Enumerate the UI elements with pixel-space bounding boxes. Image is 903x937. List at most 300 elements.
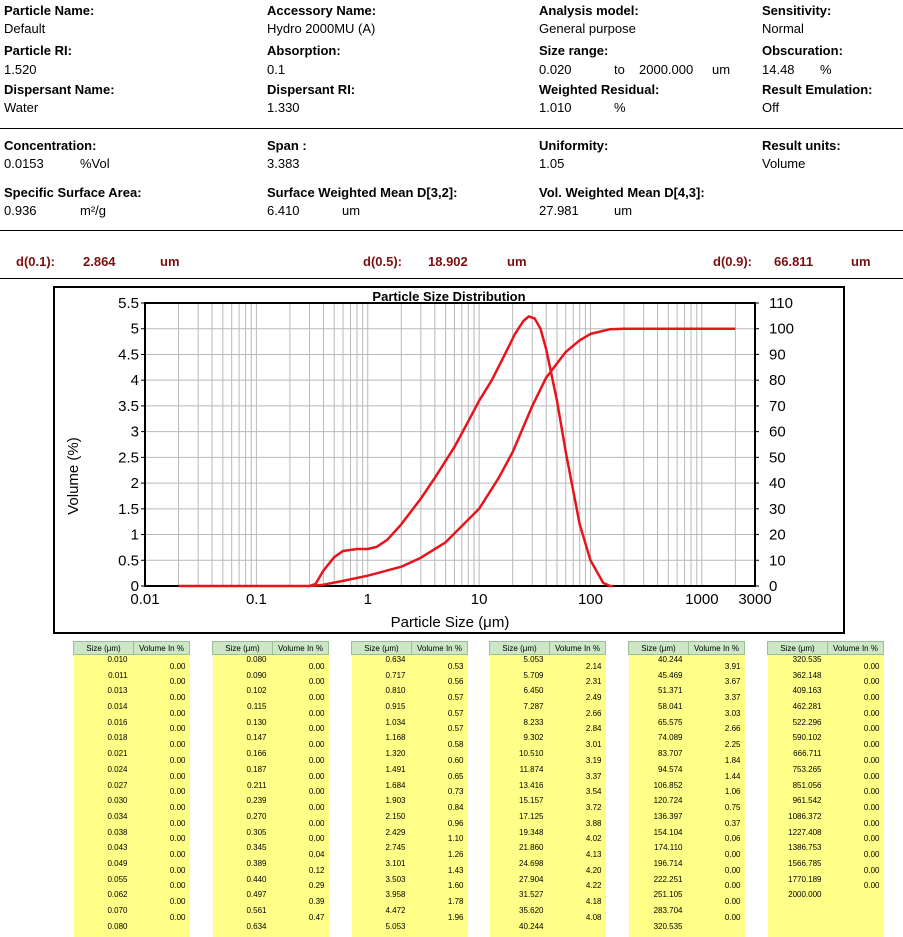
- table-row: [352, 812, 468, 828]
- size-cell: 3.958: [352, 890, 412, 906]
- table-row: [352, 718, 468, 734]
- size-cell: 0.389: [213, 859, 273, 875]
- table-row: [629, 906, 745, 922]
- d50-value: 18.902: [428, 254, 468, 269]
- table-row: [74, 702, 190, 718]
- size-cell: 0.024: [74, 765, 134, 781]
- volume-cell: 2.31: [550, 671, 606, 687]
- volume-cell: 3.03: [689, 702, 745, 718]
- size-cell: 136.397: [629, 812, 689, 828]
- volume-cell: 0.00: [828, 859, 884, 875]
- table-row: [352, 796, 468, 812]
- volume-cell: 0.57: [412, 686, 468, 702]
- volume-cell: 0.00: [828, 686, 884, 702]
- table-row: [352, 859, 468, 875]
- volume-cell: 1.84: [689, 749, 745, 765]
- obscuration-unit: %: [820, 62, 832, 77]
- table-row: [352, 655, 468, 671]
- volume-cell: 1.78: [412, 890, 468, 906]
- volume-cell: 0.00: [273, 765, 329, 781]
- table-row: [490, 890, 606, 906]
- size-cell: 1086.372: [768, 812, 828, 828]
- table-row: [768, 843, 884, 859]
- volume-cell: 3.88: [550, 812, 606, 828]
- volume-cell: 0.00: [828, 733, 884, 749]
- size-header: Size (μm): [74, 642, 134, 655]
- size-cell: 3.503: [352, 875, 412, 891]
- size-cell: 9.302: [490, 733, 550, 749]
- x-tick-label: 100: [577, 591, 604, 608]
- plot-frame: [145, 303, 755, 586]
- size-volume-table: [351, 641, 468, 937]
- volume-cell: 0.00: [273, 749, 329, 765]
- table-row: [352, 890, 468, 906]
- size-cell: 0.561: [213, 906, 273, 922]
- size-cell: 1.491: [352, 765, 412, 781]
- size-cell: 0.166: [213, 749, 273, 765]
- volume-cell: 0.00: [273, 812, 329, 828]
- size-cell: 83.707: [629, 749, 689, 765]
- table-row: [629, 671, 745, 687]
- volume-cell: 0.00: [273, 702, 329, 718]
- y2-tick-label: 80: [769, 372, 786, 390]
- x-tick-label: 0.1: [245, 591, 267, 608]
- size-cell: 19.348: [490, 828, 550, 844]
- volume-cell: 0.47: [273, 906, 329, 922]
- size-cell: 31.527: [490, 890, 550, 906]
- size-cell: 0.634: [352, 655, 412, 671]
- y-tick-label: 2: [130, 475, 139, 493]
- volume-cell: 4.02: [550, 828, 606, 844]
- volume-cell: 4.13: [550, 843, 606, 859]
- size-cell: 0.080: [74, 922, 134, 937]
- table-row: [490, 812, 606, 828]
- size-cell: 0.102: [213, 686, 273, 702]
- table-row: [352, 749, 468, 765]
- size-cell: 0.345: [213, 843, 273, 859]
- y2-tick-label: 50: [769, 449, 786, 467]
- table-row: [352, 765, 468, 781]
- volume-cell: 2.84: [550, 718, 606, 734]
- size-cell: 320.535: [629, 922, 689, 937]
- d90-label: d(0.9):: [713, 254, 752, 269]
- size-cell: 3.101: [352, 859, 412, 875]
- table-row: [490, 655, 606, 671]
- table-row: [74, 718, 190, 734]
- size-cell: 4.472: [352, 906, 412, 922]
- table-row: [74, 765, 190, 781]
- size-cell: 0.915: [352, 702, 412, 718]
- size-cell: 1.684: [352, 781, 412, 797]
- table-row: [74, 906, 190, 922]
- size-cell: 0.305: [213, 828, 273, 844]
- size-cell: 1.168: [352, 733, 412, 749]
- volume-cell: 0.00: [828, 702, 884, 718]
- size-volume-table: [767, 641, 884, 937]
- volume-cell: 1.44: [689, 765, 745, 781]
- table-row: [490, 686, 606, 702]
- chart-svg: [55, 288, 843, 632]
- table-row: [74, 749, 190, 765]
- d43-value: 27.981: [539, 203, 579, 218]
- size-cell: 2.745: [352, 843, 412, 859]
- span-value: 3.383: [267, 156, 300, 171]
- size-header: Size (μm): [490, 642, 550, 655]
- y-tick-label: 0: [130, 578, 139, 595]
- table-row: [768, 671, 884, 687]
- table-row: [74, 781, 190, 797]
- obscuration-label: Obscuration:: [762, 43, 843, 58]
- table-row: [74, 828, 190, 844]
- d32-unit: um: [342, 203, 361, 218]
- volume-cell: 0.00: [134, 906, 190, 922]
- volume-cell: 0.12: [273, 859, 329, 875]
- volume-cell: 2.14: [550, 655, 606, 671]
- volume-cell: 0.29: [273, 875, 329, 891]
- size-cell: 0.062: [74, 890, 134, 906]
- uniformity-label: Uniformity:: [539, 138, 609, 153]
- volume-cell: 0.58: [412, 733, 468, 749]
- table-row: [213, 828, 329, 844]
- table-row: [352, 828, 468, 844]
- size-cell: 283.704: [629, 906, 689, 922]
- size-cell: 0.717: [352, 671, 412, 687]
- table-row: [768, 655, 884, 671]
- table-row: [213, 812, 329, 828]
- size-cell: 1.320: [352, 749, 412, 765]
- volume-cell: 0.04: [273, 843, 329, 859]
- volume-cell: 2.25: [689, 733, 745, 749]
- volume-header: Volume In %: [134, 642, 190, 655]
- table-row: [629, 796, 745, 812]
- table-row: [629, 781, 745, 797]
- size-cell: 0.497: [213, 890, 273, 906]
- size-cell: 590.102: [768, 733, 828, 749]
- size-cell: [768, 906, 828, 922]
- volume-cell: 0.00: [273, 671, 329, 687]
- volume-cell: 0.00: [134, 781, 190, 797]
- size-cell: 74.089: [629, 733, 689, 749]
- table-row: [768, 859, 884, 875]
- size-cell: 522.296: [768, 718, 828, 734]
- size-cell: 154.104: [629, 828, 689, 844]
- volume-cell: 0.00: [828, 875, 884, 891]
- size-range-unit: um: [712, 62, 731, 77]
- size-cell: 0.270: [213, 812, 273, 828]
- table-row: [629, 765, 745, 781]
- d50-label: d(0.5):: [363, 254, 402, 269]
- table-row: [74, 671, 190, 687]
- size-cell: 11.874: [490, 765, 550, 781]
- x-tick-label: 10: [470, 591, 488, 608]
- size-cell: 0.440: [213, 875, 273, 891]
- volume-cell: 0.00: [828, 655, 884, 671]
- table-row: [352, 906, 468, 922]
- table-row: [629, 718, 745, 734]
- size-cell: 1566.785: [768, 859, 828, 875]
- table-row: [74, 733, 190, 749]
- table-row: [768, 781, 884, 797]
- volume-cell: 0.00: [134, 733, 190, 749]
- volume-cell: 1.06: [689, 781, 745, 797]
- analysis-model-label: Analysis model:: [539, 3, 639, 18]
- chart-title: Particle Size Distribution: [372, 289, 526, 304]
- volume-cell: 4.18: [550, 890, 606, 906]
- y-tick-label: 3.5: [118, 397, 139, 415]
- volume-cell: 0.00: [828, 796, 884, 812]
- size-cell: 0.021: [74, 749, 134, 765]
- volume-cell: 0.56: [412, 671, 468, 687]
- table-row: [213, 655, 329, 671]
- particle-name-label: Particle Name:: [4, 3, 95, 18]
- concentration-label: Concentration:: [4, 138, 97, 153]
- table-row: [768, 906, 884, 922]
- size-cell: 94.574: [629, 765, 689, 781]
- size-range-label: Size range:: [539, 43, 609, 58]
- size-cell: 0.055: [74, 875, 134, 891]
- accessory-label: Accessory Name:: [267, 3, 377, 18]
- table-row: [490, 828, 606, 844]
- size-cell: 409.163: [768, 686, 828, 702]
- volume-cell: 0.00: [273, 655, 329, 671]
- volume-cell: 0.00: [134, 890, 190, 906]
- volume-cell: 0.00: [134, 843, 190, 859]
- d90-value: 66.811: [774, 254, 814, 269]
- size-cell: 2000.000: [768, 890, 828, 906]
- volume-cell: 0.00: [273, 686, 329, 702]
- size-cell: 0.810: [352, 686, 412, 702]
- result-units-label: Result units:: [762, 138, 841, 153]
- volume-cell: 1.10: [412, 828, 468, 844]
- table-row: [490, 733, 606, 749]
- size-cell: 0.187: [213, 765, 273, 781]
- y-tick-label: 4: [130, 372, 139, 390]
- size-cell: 5.053: [490, 655, 550, 671]
- x-tick-label: 1: [363, 591, 372, 608]
- volume-header: Volume In %: [412, 642, 468, 655]
- y2-tick-label: 10: [769, 552, 786, 570]
- table-row: [213, 702, 329, 718]
- table-row: [213, 686, 329, 702]
- table-row: [74, 875, 190, 891]
- volume-cell: 3.67: [689, 671, 745, 687]
- table-row: [213, 890, 329, 906]
- size-cell: 0.070: [74, 906, 134, 922]
- dispersant-ri-label: Dispersant RI:: [267, 82, 356, 97]
- analysis-model-value: General purpose: [539, 21, 636, 36]
- volume-cell: 0.00: [273, 718, 329, 734]
- y-axis-label: Volume (%): [65, 437, 82, 515]
- volume-cell: 0.57: [412, 702, 468, 718]
- table-row: [768, 812, 884, 828]
- size-cell: 5.709: [490, 671, 550, 687]
- size-cell: 0.211: [213, 781, 273, 797]
- y-tick-label: 5.5: [118, 295, 139, 312]
- table-row: [490, 796, 606, 812]
- y-tick-label: 1.5: [118, 500, 139, 518]
- volume-cell: 3.19: [550, 749, 606, 765]
- d10-label: d(0.1):: [16, 254, 55, 269]
- volume-cell: 0.00: [828, 812, 884, 828]
- table-row: [490, 702, 606, 718]
- size-cell: 0.239: [213, 796, 273, 812]
- volume-cell: 0.00: [134, 671, 190, 687]
- size-cell: 6.450: [490, 686, 550, 702]
- table-row: [768, 828, 884, 844]
- size-cell: 24.698: [490, 859, 550, 875]
- y-tick-label: 3: [130, 423, 139, 441]
- table-row: [74, 843, 190, 859]
- volume-cell: 3.54: [550, 781, 606, 797]
- volume-header: Volume In %: [273, 642, 329, 655]
- y2-tick-label: 70: [769, 397, 786, 415]
- table-row: [352, 733, 468, 749]
- ssa-value: 0.936: [4, 203, 37, 218]
- volume-cell: 0.75: [689, 796, 745, 812]
- concentration-unit: %Vol: [80, 156, 110, 171]
- span-label: Span :: [267, 138, 307, 153]
- particle-ri-label: Particle RI:: [4, 43, 72, 58]
- size-range-to: 2000.000: [639, 62, 694, 77]
- volume-cell: 0.00: [273, 796, 329, 812]
- volume-cell: 0.00: [134, 686, 190, 702]
- size-cell: 0.011: [74, 671, 134, 687]
- size-cell: 65.575: [629, 718, 689, 734]
- dispersant-name-label: Dispersant Name:: [4, 82, 115, 97]
- d10-value: 2.864: [83, 254, 116, 269]
- x-tick-label: 1000: [685, 591, 719, 608]
- y-tick-label: 4.5: [118, 346, 139, 364]
- particle-ri-value: 1.520: [4, 62, 37, 77]
- table-row: [213, 859, 329, 875]
- table-row: [74, 812, 190, 828]
- table-row: [768, 890, 884, 906]
- size-cell: 0.115: [213, 702, 273, 718]
- size-cell: 0.043: [74, 843, 134, 859]
- table-row: [629, 655, 745, 671]
- table-row: [213, 749, 329, 765]
- table-row: [768, 765, 884, 781]
- volume-cell: [828, 906, 884, 922]
- volume-cell: 3.01: [550, 733, 606, 749]
- size-volume-table: [73, 641, 190, 937]
- d43-unit: um: [614, 203, 633, 218]
- size-cell: 0.010: [74, 655, 134, 671]
- size-cell: 1.034: [352, 718, 412, 734]
- volume-cell: 0.00: [273, 733, 329, 749]
- volume-cell: 1.43: [412, 859, 468, 875]
- table-row: [213, 796, 329, 812]
- size-cell: 753.265: [768, 765, 828, 781]
- size-header: Size (μm): [629, 642, 689, 655]
- volume-cell: 0.00: [134, 655, 190, 671]
- d90-unit: um: [851, 254, 871, 269]
- volume-header: Volume In %: [550, 642, 606, 655]
- table-row: [352, 671, 468, 687]
- table-row: [490, 875, 606, 891]
- size-cell: 196.714: [629, 859, 689, 875]
- volume-cell: 0.00: [828, 828, 884, 844]
- size-cell: 2.429: [352, 828, 412, 844]
- table-row: [768, 875, 884, 891]
- d32-value: 6.410: [267, 203, 300, 218]
- obscuration-value: 14.48: [762, 62, 795, 77]
- sensitivity-label: Sensitivity:: [762, 3, 832, 18]
- volume-cell: 4.20: [550, 859, 606, 875]
- size-cell: 0.018: [74, 733, 134, 749]
- d50-unit: um: [507, 254, 527, 269]
- table-row: [768, 733, 884, 749]
- d10-unit: um: [160, 254, 180, 269]
- table-row: [768, 796, 884, 812]
- volume-cell: 3.72: [550, 796, 606, 812]
- d43-label: Vol. Weighted Mean D[4,3]:: [539, 185, 705, 200]
- size-cell: 10.510: [490, 749, 550, 765]
- dispersant-name-value: Water: [4, 100, 39, 115]
- size-cell: 362.148: [768, 671, 828, 687]
- table-row: [213, 781, 329, 797]
- ssa-label: Specific Surface Area:: [4, 185, 142, 200]
- volume-cell: 0.00: [134, 859, 190, 875]
- size-cell: 0.049: [74, 859, 134, 875]
- result-emulation-value: Off: [762, 100, 780, 115]
- table-row: [629, 828, 745, 844]
- volume-cell: 1.26: [412, 843, 468, 859]
- volume-cell: 4.22: [550, 875, 606, 891]
- volume-cell: 0.00: [134, 702, 190, 718]
- volume-cell: 1.60: [412, 875, 468, 891]
- table-row: [768, 749, 884, 765]
- volume-cell: 0.84: [412, 796, 468, 812]
- volume-cell: 0.53: [412, 655, 468, 671]
- y-tick-label: 1: [130, 526, 139, 544]
- table-row: [213, 875, 329, 891]
- table-row: [74, 655, 190, 671]
- size-cell: 851.056: [768, 781, 828, 797]
- table-row: [629, 875, 745, 891]
- table-row: [629, 859, 745, 875]
- volume-cell: 0.00: [689, 906, 745, 922]
- table-row: [74, 796, 190, 812]
- table-row: [629, 890, 745, 906]
- table-row: [490, 671, 606, 687]
- y-tick-label: 5: [130, 320, 139, 338]
- volume-cell: 2.66: [689, 718, 745, 734]
- result-units-value: Volume: [762, 156, 806, 171]
- volume-cell: 4.08: [550, 906, 606, 922]
- size-cell: 251.105: [629, 890, 689, 906]
- table-row: [490, 781, 606, 797]
- d32-label: Surface Weighted Mean D[3,2]:: [267, 185, 458, 200]
- table-row: [74, 890, 190, 906]
- size-cell: 40.244: [629, 655, 689, 671]
- volume-cell: 0.00: [828, 843, 884, 859]
- size-cell: 0.634: [213, 922, 273, 937]
- volume-cell: 0.00: [689, 890, 745, 906]
- size-cell: 2.150: [352, 812, 412, 828]
- size-cell: 0.030: [74, 796, 134, 812]
- table-row: [490, 859, 606, 875]
- size-cell: 120.724: [629, 796, 689, 812]
- x-tick-label: 0.01: [130, 591, 160, 608]
- size-cell: 1.903: [352, 796, 412, 812]
- size-cell: 666.711: [768, 749, 828, 765]
- size-cell: 5.053: [352, 922, 412, 937]
- size-cell: 51.371: [629, 686, 689, 702]
- size-cell: 27.904: [490, 875, 550, 891]
- size-cell: 462.281: [768, 702, 828, 718]
- volume-cell: 0.00: [273, 781, 329, 797]
